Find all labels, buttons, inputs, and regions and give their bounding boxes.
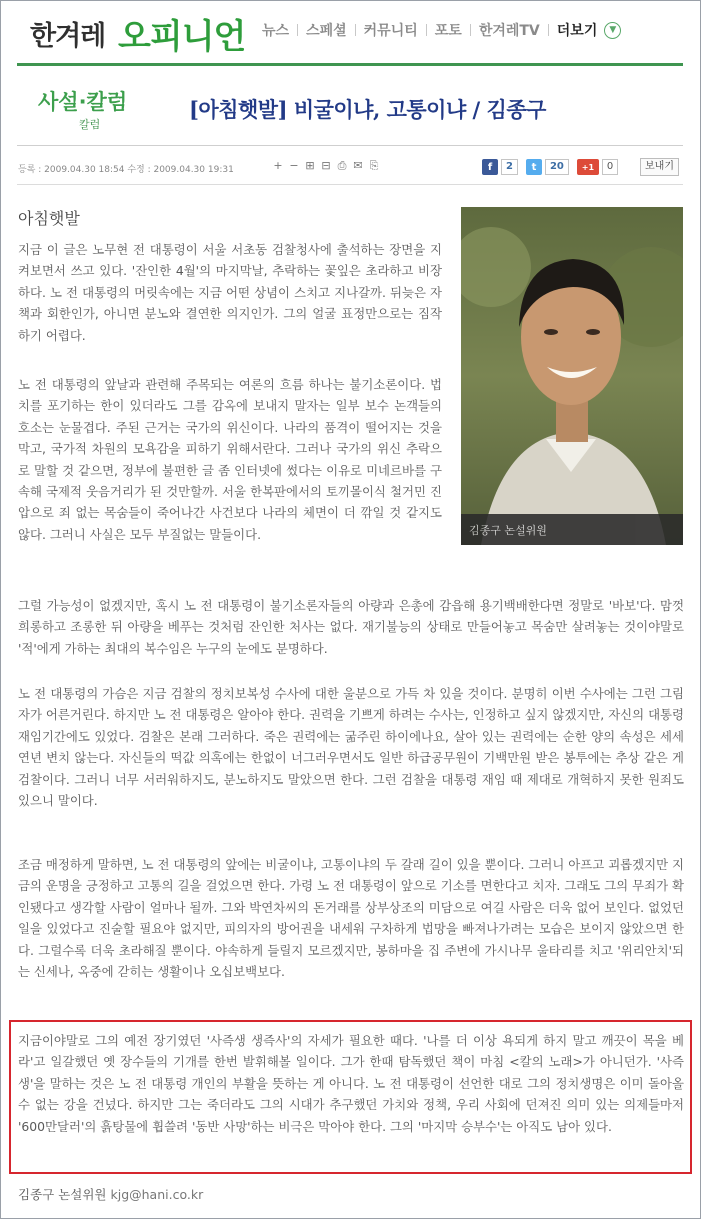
- print-icon[interactable]: ⎘: [369, 159, 379, 172]
- photo-caption: 김종구 논설위원: [461, 514, 683, 545]
- twitter-count: 20: [545, 159, 569, 175]
- top-nav: [262, 20, 621, 40]
- article-title: [아침햇발] 비굴이냐, 고통이냐 / 김종구: [189, 97, 546, 122]
- facebook-count: 2: [501, 159, 518, 175]
- author-photo: [461, 207, 683, 545]
- chevron-down-icon[interactable]: ▼: [604, 22, 621, 39]
- title-divider: [17, 145, 683, 146]
- article-timestamps: 등록 : 2009.04.30 18:54 수정 : 2009.04.30 19:31: [18, 165, 234, 175]
- highlight-box: [9, 1020, 692, 1174]
- email-icon[interactable]: ✉: [353, 159, 363, 172]
- nav-item-news[interactable]: 뉴스: [262, 23, 290, 39]
- article-paragraph: 노 전 대통령의 앞날과 관련해 주목되는 여론의 흐름 하나는 불기소론이다. 법치를 포기하는 한이 있더라도 그를 감옥에 보내지 말자는 일부 보수 논객들의 호소는 눈물겹다. 주된 근거는 국가의 위신이다. 나라의 품격이 떨어지는 것을 막고, 국가적 차원의 모욕감을 피하기 위해서란다. 그러나 국가의 위신 추락으로 말할 것 같으면, 정부에 불편한 글 좀 인터넷에 썼다는 이유로 미네르바를 구속해 국제적 웃음거리가 된 것만할까. 서울 한복판에서의 토끼몰이식 철거민 진압으로 죄 없는 목숨들이 죽어나간 사건보다 나라의 체면이 더 깎일 것 같지도 않다. 그러니 사실은 모두 부질없는 말들이다.: [18, 377, 442, 542]
- article-paragraph: 그럴 가능성이 없겠지만, 혹시 노 전 대통령이 불기소론자들의 아량과 은총에 감읍해 용기백배한다면 정말로 '바보'다. 맘껏 희롱하고 조롱한 뒤 아량을 베푸는 것처럼 잔인한 처사는 없다. 재기불능의 상태로 만들어놓고 목숨만 살려놓는 것이야말로 '적'에게 가하는 최대의 복수임은 누구의 눈에도 분명하다.: [18, 598, 684, 656]
- nav-item-hanitv[interactable]: 한겨레TV: [478, 23, 540, 39]
- nav-more-link[interactable]: 더보기: [556, 23, 598, 39]
- article-paragraph: 조금 매정하게 말하면, 노 전 대통령의 앞에는 비굴이냐, 고통이냐의 두 갈래 길이 있을 뿐이다. 그러니 아프고 괴롭겠지만 지금의 운명을 긍정하고 고통의 길을 걸었으면 한다. 가령 노 전 대통령이 앞으로 기소를 면한다고 치자. 그래도 그의 무죄가 확인됐다고 생각할 사람이 얼마나 될까. 그와 박연차씨의 돈거래를 상부상조의 미담으로 여길 사람은 더욱 없어 보인다. 없었던 일을 있었다고 진술할 필요야 없지만, 피의자의 방어권을 내세워 구차하게 법망을 빠져나가려는 모습은 보이지 않았으면 한다. 그럴수록 더욱 초라해질 뿐이다. 야속하게 들릴지 모르겠지만, 봉하마을 집 주변에 가시나무 울타리를 치고 '위리안치'되는 신세나, 옥중에 갇히는 생활이나 오십보백보다.: [18, 857, 684, 980]
- font-increase-icon[interactable]: +: [273, 159, 283, 172]
- expand-icon[interactable]: ⊞: [305, 159, 315, 172]
- send-button[interactable]: 보내기: [640, 158, 679, 176]
- meta-divider: [17, 184, 683, 185]
- byline-email[interactable]: kjg@hani.co.kr: [110, 1187, 204, 1202]
- byline: [18, 1185, 203, 1203]
- section-title-opinion[interactable]: 오피니언: [118, 17, 246, 57]
- nav-divider: [355, 24, 356, 36]
- article-paragraph: 지금 이 글은 노무현 전 대통령이 서울 서초동 검찰청사에 출석하는 장면을 지켜보면서 쓰고 있다. '잔인한 4월'의 마지막날, 추락하는 꽃잎은 초라하고 비장하다. 노 전 대통령의 머릿속에는 지금 어떤 상념이 스치고 지나갈까. 뒤늦은 자책과 회한인가, 아니면 분노와 결연한 의지인가. 그의 얼굴 표정만으로는 짐작하기 어렵다.: [18, 242, 442, 343]
- nav-divider: [470, 24, 471, 36]
- article-tools: [272, 160, 380, 172]
- category-title[interactable]: 사설·칼럼: [38, 90, 128, 114]
- google-plus-button[interactable]: +1: [577, 159, 599, 175]
- font-decrease-icon[interactable]: −: [289, 159, 299, 172]
- social-share: [482, 159, 623, 175]
- nav-divider: [426, 24, 427, 36]
- bookmark-icon[interactable]: ⎙: [337, 159, 347, 172]
- article-paragraph-highlighted: 지금이야말로 그의 예전 장기였던 '사즉생 생즉사'의 자세가 필요한 때다. '나를 더 이상 욕되게 하지 말고 깨끗이 목을 베라'고 일갈했던 옛 장수들의 기개를 한번 발휘해볼 일이다. 그가 한때 탐독했던 책이 마침 <칼의 노래>가 아니던가. '사즉생'을 말하는 것은 노 전 대통령 개인의 부활을 뜻하는 게 아니다. 노 전 대통령이 선언한 대로 그의 정치생명은 이미 돌아올 수 없는 강을 건넜다. 하지만 그는 죽더라도 그의 시대가 추구했던 가치와 정책, 우리 사회에 던져진 의미 있는 의제들마저 '600만달러'의 흙탕물에 휩쓸려 '동반 사망'하는 비극은 막아야 한다. 그의 '마지막 승부수'는 아직도 남아 있다.: [18, 1033, 684, 1134]
- collapse-icon[interactable]: ⊟: [321, 159, 331, 172]
- nav-divider: [297, 24, 298, 36]
- article-paragraph: 노 전 대통령의 가슴은 지금 검찰의 정치보복성 수사에 대한 울분으로 가득 차 있을 것이다. 분명히 이번 수사에는 그런 그림자가 어른거린다. 하지만 노 전 대통령은 알아야 한다. 권력을 기쁘게 하려는 수사는, 인정하고 싶지 않겠지만, 자신의 대통령 재임기간에도 있었다. 검찰은 본래 그러하다. 죽은 권력에는 굶주린 하이에나요, 살아 있는 권력에는 순한 양의 속성은 세세연년 변치 않는다. 자신들의 떡값 의혹에는 한없이 너그러우면서도 일반 하급공무원이 기백만원 받은 봉투에는 추상 같은 게 검찰이다. 그러니 너무 서러워하지도, 분노하지도 말았으면 한다. 그런 검찰을 대통령 재임 때 제대로 개혁하지 못한 원죄도 있으니 말이다.: [18, 686, 684, 809]
- column-series-name: 아침햇발: [18, 209, 80, 228]
- nav-item-special[interactable]: 스페셜: [306, 23, 347, 39]
- google-plus-count: 0: [602, 159, 618, 175]
- facebook-icon[interactable]: f: [482, 159, 498, 175]
- hani-logo[interactable]: 한겨레: [30, 21, 106, 52]
- header-divider: [17, 63, 683, 66]
- category-subtitle[interactable]: 칼럼: [79, 118, 101, 131]
- twitter-icon[interactable]: t: [526, 159, 542, 175]
- nav-divider: [548, 24, 549, 36]
- site-header: [0, 0, 701, 66]
- nav-item-photo[interactable]: 포토: [434, 23, 462, 39]
- byline-name: 김종구 논설위원: [18, 1187, 107, 1202]
- nav-item-community[interactable]: 커뮤니티: [363, 23, 418, 39]
